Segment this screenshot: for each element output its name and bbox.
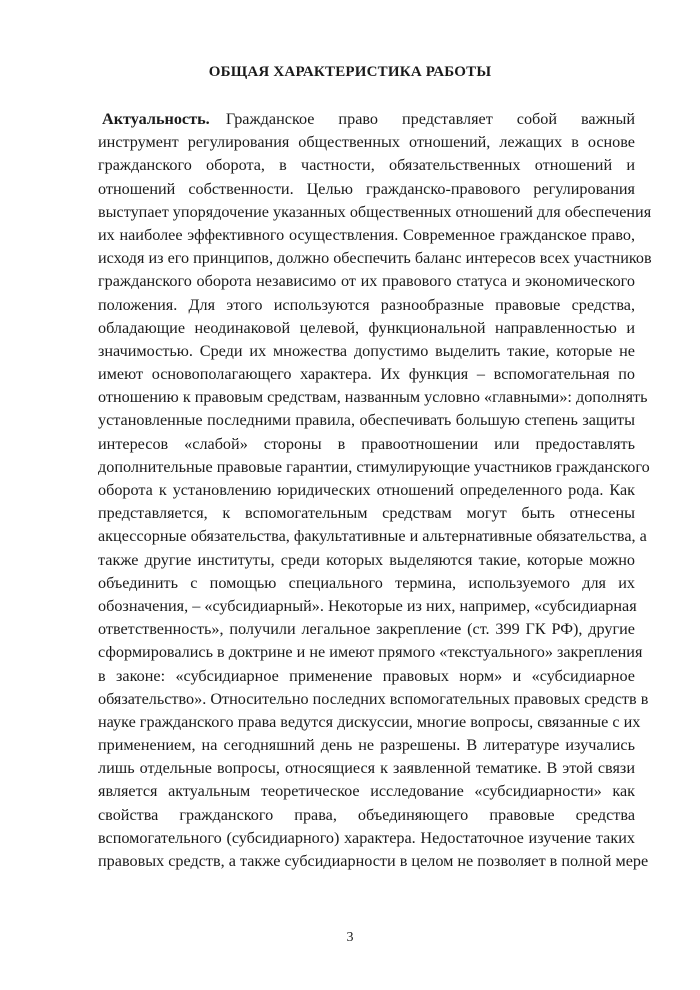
paragraph-line: акцессорные обязательства, факультативные и альтернативные обязательства, а xyxy=(98,527,647,546)
paragraph-line: дополнительные правовые гарантии, стимулирующие участников гражданского xyxy=(98,457,650,476)
lead-term: Актуальность. xyxy=(102,110,210,128)
paragraph-line: в законе: «субсидиарное применение правовых норм» и «субсидиарное xyxy=(98,666,635,685)
paragraph-line: их наиболее эффективного осуществления. Современное гражданское право, xyxy=(98,225,635,244)
paragraph-line: интересов «слабой» стороны в правоотношении или предоставлять xyxy=(98,434,635,453)
body-text xyxy=(98,108,652,873)
page-number: 3 xyxy=(346,930,354,945)
paragraph-line: также другие институты, среди которых выделяются такие, которые можно xyxy=(98,550,635,569)
paragraph-line: значимостью. Среди их множества допустимо выделить такие, которые не xyxy=(98,341,635,360)
paragraph-line: выступает упорядочение указанных общественных отношений для обеспечения xyxy=(98,202,652,221)
paragraph-line: сформировались в доктрине и не имеют прямого «текстуального» закрепления xyxy=(98,643,643,662)
paragraph-line: ответственность», получили легальное закрепление (ст. 399 ГК РФ), другие xyxy=(98,620,635,639)
paragraph-line: обязательство». Относительно последних вспомогательных правовых средств в xyxy=(98,689,649,708)
paragraph-line: науке гражданского права ведутся дискуссии, многие вопросы, связанные с их xyxy=(98,712,641,731)
paragraph-line: обозначения, – «субсидиарный». Некоторые из них, например, «субсидиарная xyxy=(98,596,637,615)
paragraph-line: представляется, к вспомогательным средствам могут быть отнесены xyxy=(98,504,635,523)
paragraph-line: установленные последними правила, обеспечивать большую степень защиты xyxy=(98,411,635,430)
paragraph-line: вспомогательного (субсидиарного) характера. Недостаточное изучение таких xyxy=(98,828,635,847)
paragraph-line: имеют основополагающего характера. Их функция – вспомогательная по xyxy=(98,365,635,384)
paragraph-line: исходя из его принципов, должно обеспечить баланс интересов всех участников xyxy=(98,249,652,268)
paragraph-line: свойства гражданского права, объединяющего правовые средства xyxy=(98,805,635,824)
paragraph-line: является актуальным теоретическое исследование «субсидиарности» как xyxy=(98,782,635,801)
paragraph-line: гражданского оборота независимо от их правового статуса и экономического xyxy=(98,272,635,291)
paragraph-line: правовых средств, а также субсидиарности в целом не позволяет в полной мере xyxy=(98,852,649,870)
paragraph-line: лишь отдельные вопросы, относящиеся к заявленной тематике. В этой связи xyxy=(98,759,635,778)
paragraph-line: положения. Для этого используются разнообразные правовые средства, xyxy=(98,295,635,314)
paragraph-line: гражданского оборота, в частности, обязательственных отношений и xyxy=(98,156,635,175)
line-text: Гражданское право представляет собой важный xyxy=(225,110,635,128)
paragraph-line: обладающие неодинаковой целевой, функциональной направленностью и xyxy=(98,318,635,337)
paragraph-line: применением, на сегодняшний день не разрешены. В литературе изучались xyxy=(98,736,635,755)
section-title: ОБЩАЯ ХАРАКТЕРИСТИКА РАБОТЫ xyxy=(208,64,492,80)
paragraph-line: отношению к правовым средствам, названным условно «главными»: дополнять xyxy=(98,388,648,407)
paragraph-line: отношений собственности. Целью гражданско-правового регулирования xyxy=(98,179,635,198)
paragraph-line: объединить с помощью специального термина, используемого для их xyxy=(98,573,635,592)
paragraph-line: инструмент регулирования общественных отношений, лежащих в основе xyxy=(98,133,635,152)
paragraph-line: оборота к установлению юридических отношений определенного рода. Как xyxy=(98,481,635,499)
paragraph-line xyxy=(98,108,635,131)
